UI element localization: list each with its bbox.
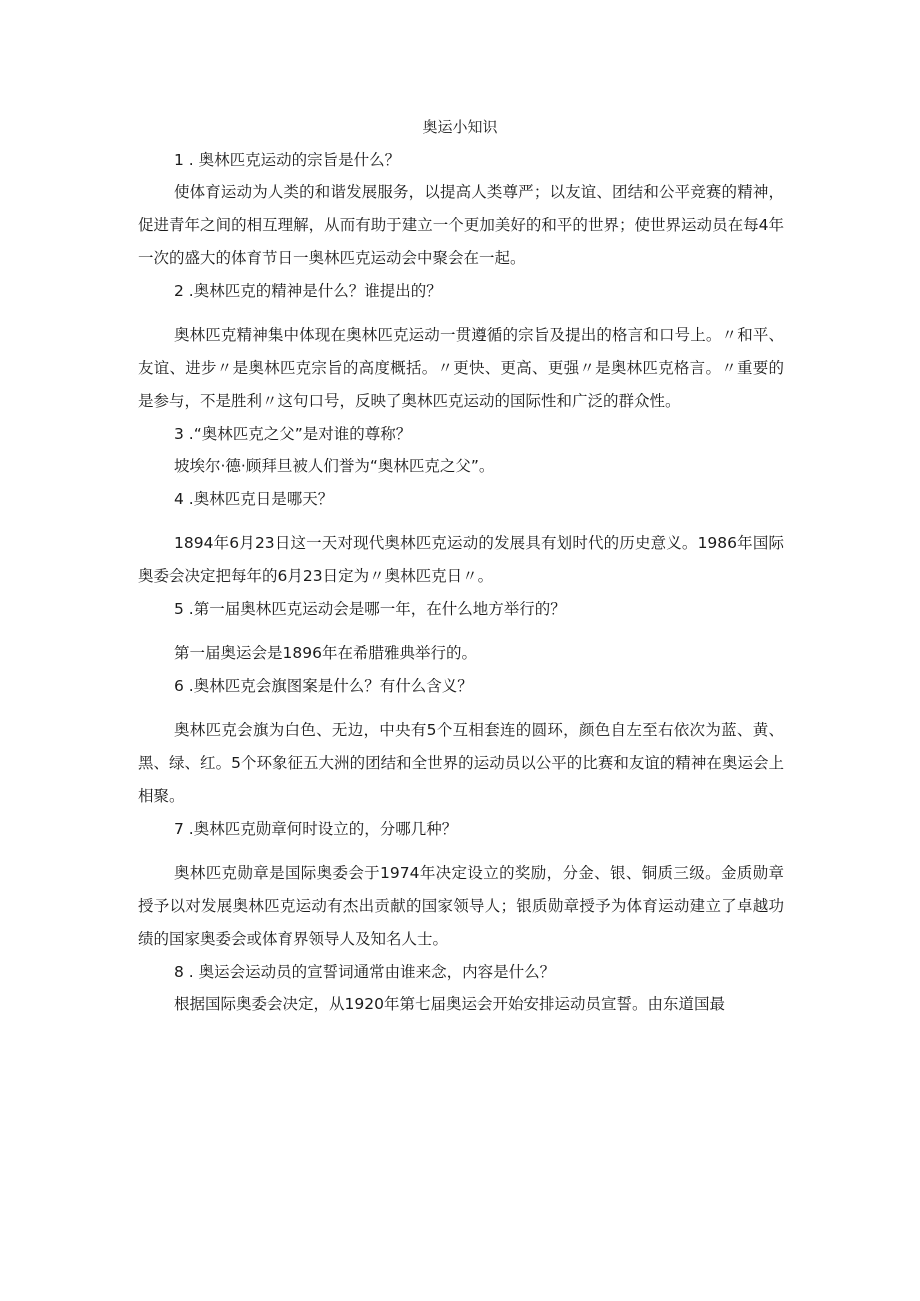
answer-8: 根据国际奥委会决定，从1920年第七届奥运会开始安排运动员宣誓。由东道国最 (174, 995, 725, 1013)
document-body (138, 144, 784, 1021)
question-7: 7 .奥林匹克勋章何时设立的，分哪几种？ (174, 820, 458, 838)
answer-5: 第一届奥运会是1896年在希腊雅典举行的。 (174, 644, 477, 662)
answer-1: 使体育运动为人类的和谐发展服务，以提高人类尊严；以友谊、团结和公平竞赛的精神，促进青年之间的相互理解，从而有助于建立一个更加美好的和平的世界；使世界运动员在每4年一次的盛大的体育节日一奥林匹克运动会中聚会在一起。 (138, 183, 784, 267)
question-5: 5 .第一届奥林匹克运动会是哪一年，在什么地方举行的？ (174, 600, 566, 618)
answer-6: 奥林匹克会旗为白色、无边，中央有5个互相套连的圆环，颜色自左至右依次为蓝、黄、黑、绿、红。5个环象征五大洲的团结和全世界的运动员以公平的比赛和友谊的精神在奥运会上相聚。 (138, 721, 784, 805)
question-3: 3 .“奥林匹克之父”是对谁的尊称？ (174, 425, 412, 443)
document-title: 奥运小知识 (422, 118, 498, 136)
question-2: 2 .奥林匹克的精神是什么？谁提出的？ (174, 282, 442, 300)
answer-7: 奥林匹克勋章是国际奥委会于1974年决定设立的奖励，分金、银、铜质三级。金质勋章授予以对发展奥林匹克运动有杰出贡献的国家领导人；银质勋章授予为体育运动建立了卓越功绩的国家奥委会或体育界领导人及知名人士。 (138, 864, 784, 948)
question-1: 1 . 奥林匹克运动的宗旨是什么？ (174, 151, 401, 169)
question-6: 6 .奥林匹克会旗图案是什么？有什么含义？ (174, 677, 473, 695)
answer-3: 坡埃尔·德·顾拜旦被人们誉为“奥林匹克之父”。 (174, 457, 495, 475)
question-4: 4 .奥林匹克日是哪天？ (174, 490, 334, 508)
answer-2: 奥林匹克精神集中体现在奥林匹克运动一贯遵循的宗旨及提出的格言和口号上。〃和平、友谊、进步〃是奥林匹克宗旨的高度概括。〃更快、更高、更强〃是奥林匹克格言。〃重要的是参与，不是胜利〃这句口号，反映了奥林匹克运动的国际性和广泛的群众性。 (138, 326, 784, 410)
answer-4: 1894年6月23日这一天对现代奥林匹克运动的发展具有划时代的历史意义。1986年国际奥委会决定把每年的6月23日定为〃奥林匹克日〃。 (138, 534, 784, 585)
question-8: 8 . 奥运会运动员的宣誓词通常由谁来念，内容是什么？ (174, 963, 556, 981)
